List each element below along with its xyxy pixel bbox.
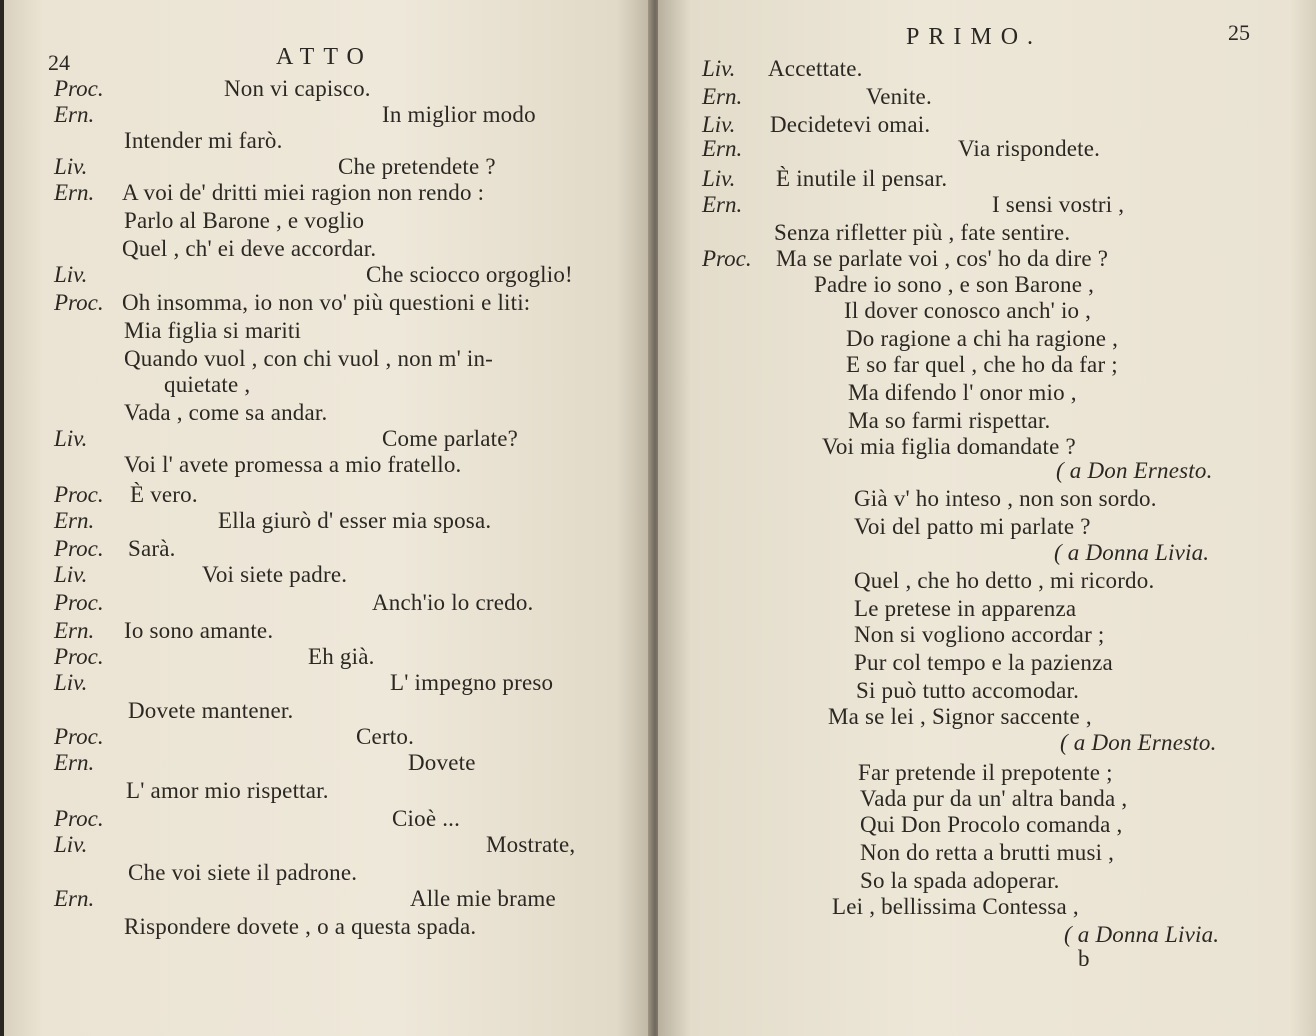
- verse-line: Anch'io lo credo.: [372, 590, 534, 615]
- verse-line: Padre io sono , e son Barone ,: [814, 272, 1095, 297]
- speaker-label: Ern.: [54, 886, 95, 911]
- speaker-label: Liv.: [54, 154, 88, 179]
- verse-line: Quando vuol , con chi vuol , non m' in-: [124, 346, 494, 371]
- verse-line: Ma se lei , Signor saccente ,: [828, 704, 1092, 729]
- verse-line: Dovete mantener.: [128, 698, 294, 723]
- verse-line: So la spada adoperar.: [860, 868, 1060, 893]
- verse-line: Voi siete padre.: [202, 562, 348, 587]
- verse-line: Che sciocco orgoglio!: [366, 262, 573, 287]
- verse-line: A voi de' dritti miei ragion non rendo :: [122, 180, 485, 205]
- running-head: ATTO: [276, 44, 373, 70]
- speaker-label: Liv.: [54, 562, 88, 587]
- speaker-label: Ern.: [54, 180, 95, 205]
- verse-line: Le pretese in apparenza: [854, 596, 1077, 621]
- verse-line: Cioè ...: [392, 806, 461, 831]
- speaker-label: Liv.: [54, 832, 88, 857]
- speaker-label: Liv.: [702, 56, 736, 81]
- verse-line: Certo.: [356, 724, 415, 749]
- verse-line: L' amor mio rispettar.: [126, 778, 329, 803]
- speaker-label: Ern.: [702, 192, 743, 217]
- speaker-label: Ern.: [54, 750, 95, 775]
- verse-line: Ma so farmi rispettar.: [848, 408, 1051, 433]
- verse-line: Vada , come sa andar.: [124, 400, 328, 425]
- verse-line: Lei , bellissima Contessa ,: [832, 894, 1079, 919]
- verse-line: L' impegno preso: [390, 670, 554, 695]
- verse-line: Parlo al Barone , e voglio: [124, 208, 365, 233]
- verse-line: Ma se parlate voi , cos' ho da dire ?: [776, 246, 1109, 271]
- verse-line: E so far quel , che ho da far ;: [846, 352, 1118, 377]
- verse-line: I sensi vostri ,: [992, 192, 1125, 217]
- verse-line: Non vi capisco.: [224, 76, 371, 101]
- verse-line: quietate ,: [164, 372, 251, 397]
- right-page: [658, 0, 1316, 1036]
- speaker-label: Ern.: [702, 136, 743, 161]
- speaker-label: Proc.: [54, 724, 104, 749]
- speaker-label: Liv.: [54, 262, 88, 287]
- speaker-label: Proc.: [54, 76, 104, 101]
- verse-line: Si può tutto accomodar.: [856, 678, 1080, 703]
- verse-line: Non si vogliono accordar ;: [854, 622, 1105, 647]
- verse-line: In miglior modo: [382, 102, 536, 127]
- speaker-label: Proc.: [54, 290, 104, 315]
- verse-line: Intender mi farò.: [124, 128, 283, 153]
- speaker-label: Proc.: [54, 644, 104, 669]
- verse-line: Voi mia figlia domandate ?: [822, 434, 1076, 459]
- verse-line: Vada pur da un' altra banda ,: [860, 786, 1128, 811]
- verse-line: Mostrate,: [486, 832, 576, 857]
- verse-line: Dovete: [408, 750, 476, 775]
- speaker-label: Liv.: [702, 166, 736, 191]
- verse-line: Che pretendete ?: [338, 154, 496, 179]
- verse-line: Io sono amante.: [124, 618, 274, 643]
- speaker-label: Proc.: [54, 806, 104, 831]
- verse-line: Pur col tempo e la pazienza: [854, 650, 1113, 675]
- verse-line: Che voi siete il padrone.: [128, 860, 358, 885]
- verse-line: Non do retta a brutti musi ,: [860, 840, 1115, 865]
- verse-line: Decidetevi omai.: [770, 112, 931, 137]
- verse-line: Via rispondete.: [958, 136, 1101, 161]
- speaker-label: Ern.: [54, 618, 95, 643]
- speaker-label: Ern.: [54, 508, 95, 533]
- speaker-label: Proc.: [54, 590, 104, 615]
- verse-line: È vero.: [130, 482, 198, 507]
- verse-line: Venite.: [866, 84, 932, 109]
- verse-line: Rispondere dovete , o a questa spada.: [124, 914, 477, 939]
- verse-line: Quel , ch' ei deve accordar.: [122, 236, 377, 261]
- verse-line: Voi l' avete promessa a mio fratello.: [124, 452, 462, 477]
- verse-line: Accettate.: [768, 56, 863, 81]
- verse-line: È inutile il pensar.: [776, 166, 948, 191]
- verse-line: Quel , che ho detto , mi ricordo.: [854, 568, 1155, 593]
- verse-line: Ella giurò d' esser mia sposa.: [218, 508, 492, 533]
- verse-line: Senza rifletter più , fate sentire.: [774, 220, 1071, 245]
- verse-line: Ma difendo l' onor mio ,: [848, 380, 1077, 405]
- speaker-label: Liv.: [702, 112, 736, 137]
- verse-line: Già v' ho inteso , non son sordo.: [854, 486, 1157, 511]
- verse-line: Come parlate?: [382, 426, 519, 451]
- verse-line: Do ragione a chi ha ragione ,: [846, 326, 1119, 351]
- verse-line: Sarà.: [128, 536, 176, 561]
- signature-mark: b: [1078, 946, 1090, 971]
- left-page: [0, 0, 656, 1036]
- page-number: 24: [48, 50, 70, 75]
- stage-direction: ( a Donna Livia.: [1054, 540, 1210, 565]
- speaker-label: Proc.: [702, 246, 752, 271]
- verse-line: Il dover conosco anch' io ,: [844, 298, 1092, 323]
- speaker-label: Ern.: [54, 102, 95, 127]
- page-number: 25: [1228, 20, 1250, 45]
- stage-direction: ( a Don Ernesto.: [1060, 730, 1217, 755]
- verse-line: Eh già.: [308, 644, 375, 669]
- stage-direction: ( a Don Ernesto.: [1056, 458, 1213, 483]
- speaker-label: Liv.: [54, 670, 88, 695]
- speaker-label: Proc.: [54, 536, 104, 561]
- speaker-label: Proc.: [54, 482, 104, 507]
- verse-line: Voi del patto mi parlate ?: [854, 514, 1091, 539]
- running-head: PRIMO.: [906, 24, 1043, 50]
- verse-line: Qui Don Procolo comanda ,: [860, 812, 1123, 837]
- speaker-label: Ern.: [702, 84, 743, 109]
- verse-line: Far pretende il prepotente ;: [858, 760, 1113, 785]
- speaker-label: Liv.: [54, 426, 88, 451]
- verse-line: Alle mie brame: [410, 886, 556, 911]
- verse-line: Mia figlia si mariti: [124, 318, 302, 343]
- verse-line: Oh insomma, io non vo' più questioni e liti:: [122, 290, 531, 315]
- stage-direction: ( a Donna Livia.: [1064, 922, 1220, 947]
